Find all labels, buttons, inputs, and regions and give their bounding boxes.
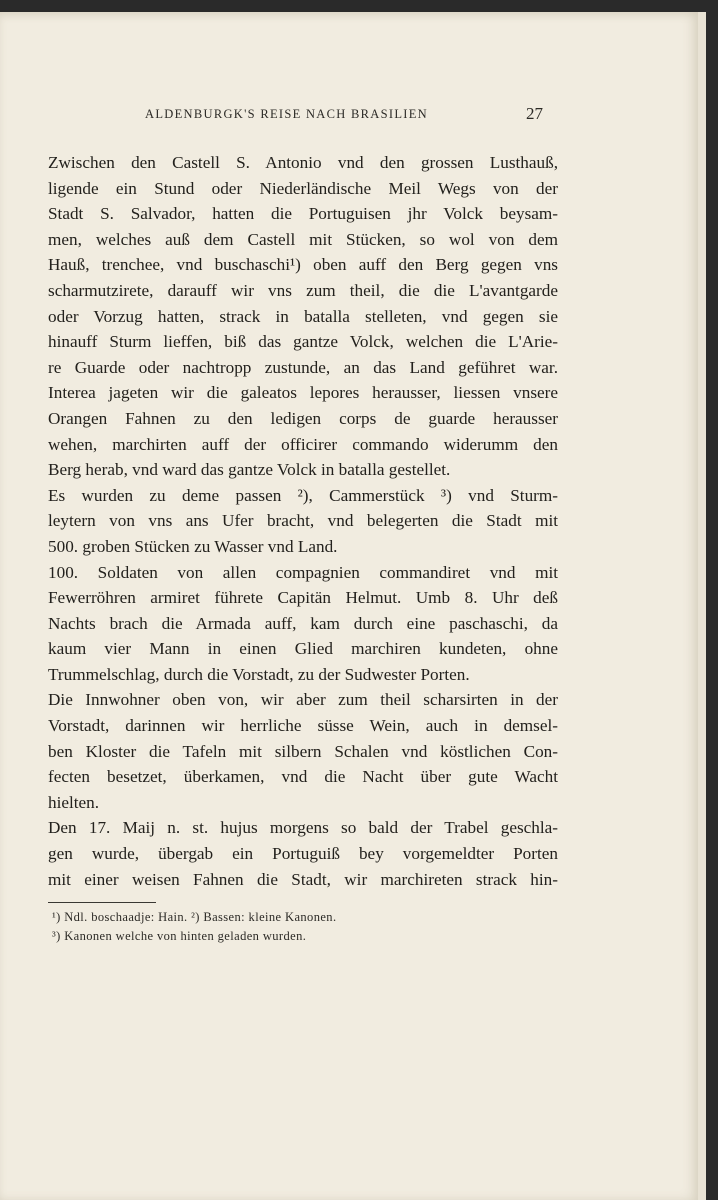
- running-title: ALDENBURGK'S REISE NACH BRASILIEN: [145, 107, 429, 121]
- text-line: Die Innwohner oben von, wir aber zum theil scharsirten in der: [48, 690, 558, 710]
- text-line: 100. Soldaten von allen compagnien commandiret vnd mit: [48, 562, 558, 582]
- text-line: Stadt S. Salvador, hatten die Portuguisen jhr Volck beysam-: [48, 204, 558, 224]
- text-line: Trummelschlag, durch die Vorstadt, zu der Sudwester Porten.: [48, 664, 470, 684]
- text-line: gen wurde, übergab ein Portuguiß bey vorgemeldter Porten: [48, 844, 558, 864]
- text-line: Fewerröhren armiret führete Capitän Helmut. Umb 8. Uhr deß: [48, 588, 558, 608]
- text-line: ben Kloster die Tafeln mit silbern Schalen vnd köstlichen Con-: [48, 741, 558, 761]
- text-line: hielten.: [48, 792, 100, 812]
- text-line: Den 17. Maij n. st. hujus morgens so bald der Trabel geschla-: [48, 818, 558, 838]
- text-line: 500. groben Stücken zu Wasser vnd Land.: [48, 536, 338, 556]
- text-line: hinauff Sturm lieffen, biß das gantze Volck, welchen die L'Arie-: [48, 332, 558, 352]
- scan-right-edge: [706, 0, 718, 1200]
- text-line: leytern von vns ans Ufer bracht, vnd belegerten die Stadt mit: [48, 511, 558, 531]
- page-number: 27: [526, 104, 543, 123]
- footnote-line-1: ¹) Ndl. boschaadje: Hain. ²) Bassen: kleine Kanonen.: [52, 910, 337, 924]
- text-line: oder Vorzug hatten, strack in batalla stelleten, vnd gegen sie: [48, 306, 558, 326]
- text-line: men, welches auß dem Castell mit Stücken, so wol von dem: [48, 229, 558, 249]
- text-line: scharmutzirete, darauff wir vns zum theil, die die L'avantgarde: [48, 280, 558, 300]
- text-line: Nachts brach die Armada auff, kam durch eine paschaschi, da: [48, 613, 558, 633]
- footnote-line-2: ³) Kanonen welche von hinten geladen wurden.: [52, 929, 307, 943]
- text-line: Zwischen den Castell S. Antonio vnd den grossen Lusthauß,: [48, 153, 558, 172]
- text-line: fecten besetzet, überkamen, vnd die Nacht über gute Wacht: [48, 767, 558, 787]
- text-line: Orangen Fahnen zu den ledigen corps de guarde herausser: [48, 408, 558, 428]
- body-text: [48, 150, 558, 892]
- text-line: ligende ein Stund oder Niederländische Meil Wegs von der: [48, 178, 558, 198]
- text-line: mit einer weisen Fahnen die Stadt, wir marchireten strack hin-: [48, 869, 558, 889]
- scan-top-edge: [0, 0, 718, 12]
- running-head: [145, 104, 543, 128]
- text-line: Vorstadt, darinnen wir herrliche süsse Wein, auch in demsel-: [48, 716, 558, 736]
- footnotes: [52, 908, 552, 946]
- text-line: kaum vier Mann in einen Glied marchiren kundeten, ohne: [48, 639, 558, 659]
- footnote-rule: [48, 902, 156, 903]
- text-line: wehen, marchirten auff der officirer commando widerumm den: [48, 434, 558, 454]
- text-line: Interea jageten wir die galeatos lepores herausser, liessen vnsere: [48, 383, 558, 403]
- text-line: re Guarde oder nachtropp zustunde, an das Land geführet war.: [48, 357, 558, 377]
- text-line: Hauß, trenchee, vnd buschaschi¹) oben auff den Berg gegen vns: [48, 255, 558, 275]
- text-line: Berg herab, vnd ward das gantze Volck in batalla gestellet.: [48, 460, 451, 480]
- text-line: Es wurden zu deme passen ²), Cammerstück ³) vnd Sturm-: [48, 485, 558, 505]
